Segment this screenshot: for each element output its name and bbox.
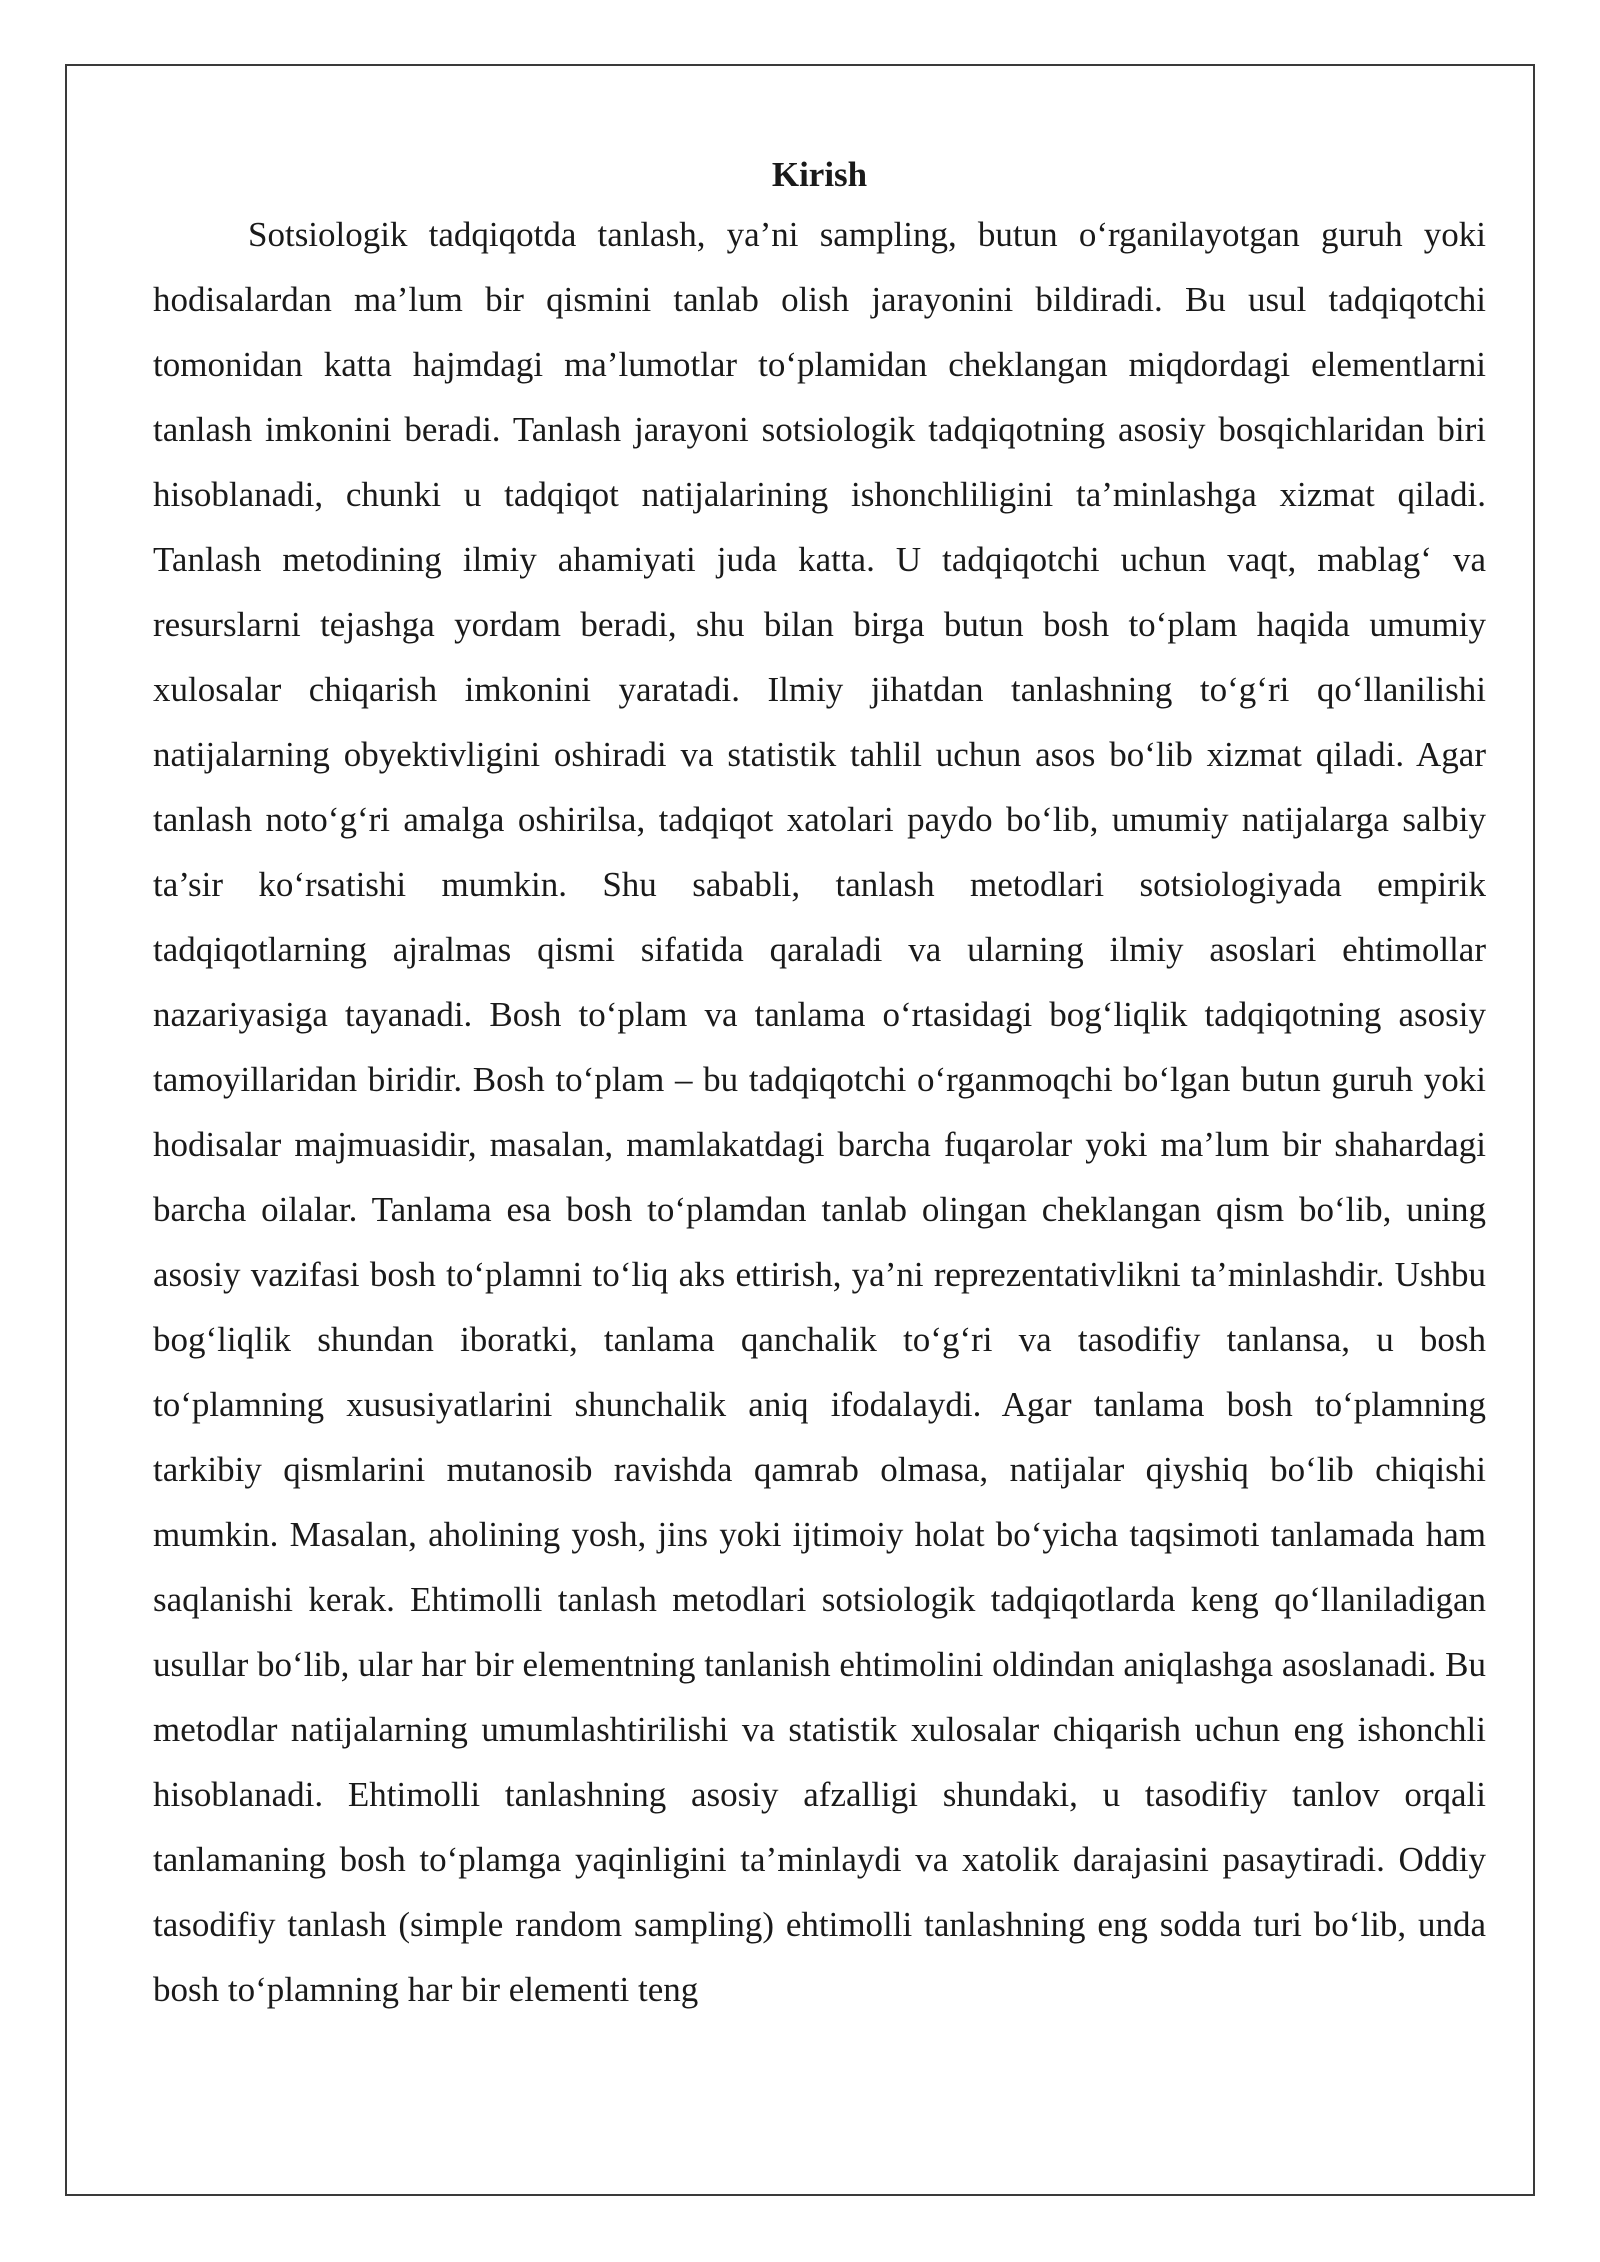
section-title: Kirish: [771, 155, 868, 194]
body-paragraph: Sotsiologik tadqiqotda tanlash, ya’ni sampling, butun o‘rganilayotgan guruh yoki hodisalardan ma’lum bir qismini tanlab olish jarayonini bildiradi. Bu usul tadqiqotchi tomonidan katta hajmdagi ma’lumotlar to‘plamidan cheklangan miqdordagi elementlarni tanlash imkonini beradi. Tanlash jarayoni sotsiologik tadqiqotning asosiy bosqichlaridan biri hisoblanadi, chunki u tadqiqot natijalarining ishonchliligini ta’minlashga xizmat qiladi. Tanlash metodining ilmiy ahamiyati juda katta. U tadqiqotchi uchun vaqt, mablag‘ va resurslarni tejashga yordam beradi, shu bilan birga butun bosh to‘plam haqida umumiy xulosalar chiqarish imkonini yaratadi. Ilmiy jihatdan tanlashning to‘g‘ri qo‘llanilishi natijalarning obyektivligini oshiradi va statistik tahlil uchun asos bo‘lib xizmat qiladi. Agar tanlash noto‘g‘ri amalga oshirilsa, tadqiqot xatolari paydo bo‘lib, umumiy natijalarga salbiy ta’sir ko‘rsatishi mumkin. Shu sababli, tanlash metodlari sotsiologiyada empirik tadqiqotlarning ajralmas qismi sifatida qaraladi va ularning ilmiy asoslari ehtimollar nazariyasiga tayanadi. Bosh to‘plam va tanlama o‘rtasidagi bog‘liqlik tadqiqotning asosiy tamoyillaridan biridir. Bosh to‘plam – bu tadqiqotchi o‘rganmoqchi bo‘lgan butun guruh yoki hodisalar majmuasidir, masalan, mamlakatdagi barcha fuqarolar yoki ma’lum bir shahardagi barcha oilalar. Tanlama esa bosh to‘plamdan tanlab olingan cheklangan qism bo‘lib, uning asosiy vazifasi bosh to‘plamni to‘liq aks ettirish, ya’ni reprezentativlikni ta’minlashdir. Ushbu bog‘liqlik shundan iboratki, tanlama qanchalik to‘g‘ri va tasodifiy tanlansa, u bosh to‘plamning xususiyatlarini shunchalik aniq ifodalaydi. Agar tanlama bosh to‘plamning tarkibiy qismlarini mutanosib ravishda qamrab olmasa, natijalar qiyshiq bo‘lib chiqishi mumkin. Masalan, aholining yosh, jins yoki ijtimoiy holat bo‘yicha taqsimoti tanlamada ham saqlanishi kerak. Ehtimolli tanlash metodlari sotsiologik tadqiqotlarda keng qo‘llaniladigan usullar bo‘lib, ular har bir elementning tanlanish ehtimolini oldindan aniqlashga asoslanadi. Bu metodlar natijalarning umumlashtirilishi va statistik xulosalar chiqarish uchun eng ishonchli hisoblanadi. Ehtimolli tanlashning asosiy afzalligi shundaki, u tasodifiy tanlov orqali tanlamaning bosh to‘plamga yaqinligini ta’minlaydi va xatolik darajasini pasaytiradi. Oddiy tasodifiy tanlash (simple random sampling) ehtimolli tanlashning eng sodda turi bo‘lib, unda bosh to‘plamning har bir elementi teng: [153, 215, 1486, 2009]
document-body: [153, 148, 1486, 2022]
